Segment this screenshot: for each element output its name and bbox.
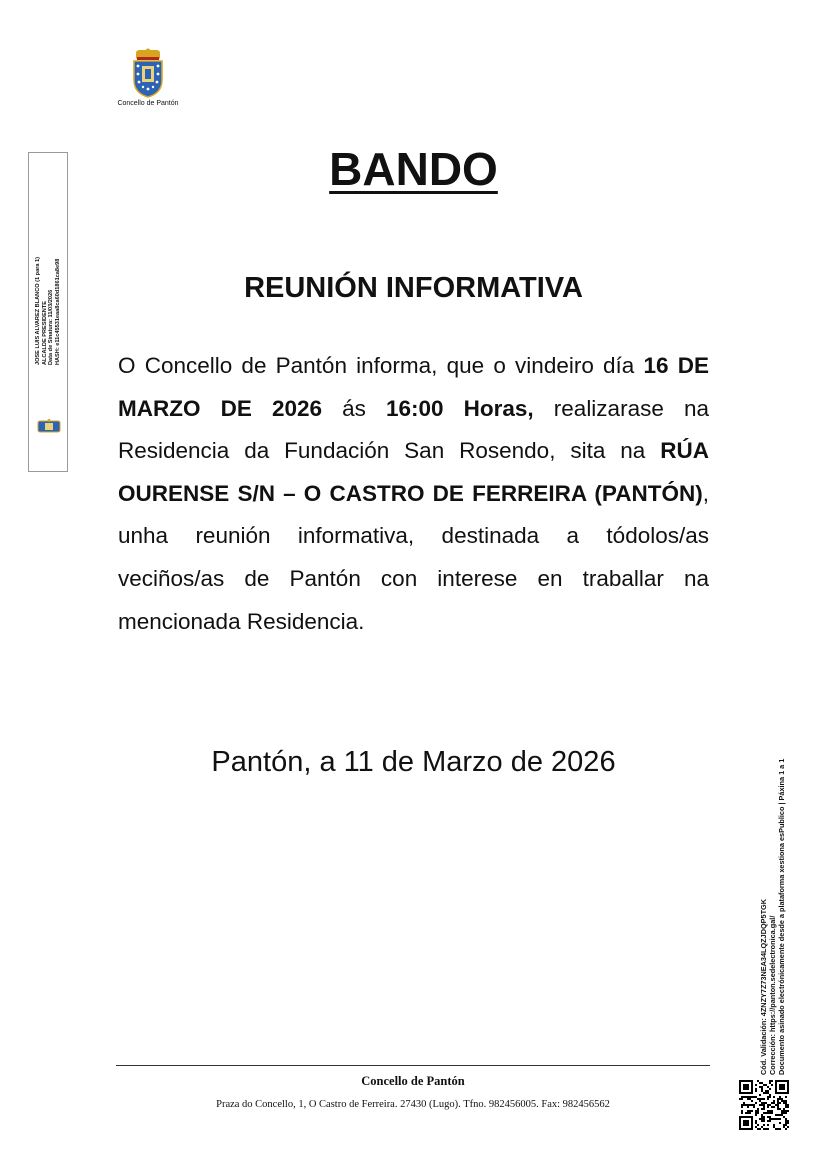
validation-url: Corrección: https://panton.sedelectronica.gal/ <box>768 915 777 1075</box>
body-text-1: O Concello de Pantón informa, que o vindeiro día <box>118 353 644 378</box>
signer-role: ALCALDE PRESIDENTE <box>41 301 48 366</box>
qr-code-icon <box>739 1080 789 1130</box>
signature-seal-icon <box>37 419 61 433</box>
body-text-2: ás <box>322 395 386 421</box>
signature-date: Data de Sinatura: 11/03/2026 <box>48 289 54 366</box>
municipal-logo <box>112 48 184 107</box>
document-title: BANDO <box>329 143 498 195</box>
meeting-date: 16 DE MARZO DE 2026 <box>118 353 709 421</box>
meeting-address: RÚA OURENSE S/N – O CASTRO DE FERREIRA (PANTÓN) <box>118 438 709 506</box>
body-text-3: realizarase na Residencia da Fundación San Rosendo, sita na <box>118 395 709 464</box>
validation-note: Documento asinado electrónicamente desde a plataforma xestiona esPublico | Páxina 1 a 1 <box>777 758 786 1075</box>
footer-org-name: Concello de Pantón <box>361 1074 465 1088</box>
validation-code: Cód. Validación: 4ZNZY7Z73NEA34LQZJDQP5TGK <box>759 899 768 1075</box>
coat-of-arms-icon <box>128 48 168 98</box>
signature-panel <box>28 152 68 472</box>
meeting-time: 16:00 Horas, <box>386 395 534 421</box>
announcement-body <box>118 345 709 643</box>
logo-caption: Concello de Pantón <box>117 100 179 107</box>
footer-divider <box>116 1065 710 1066</box>
signer-name: JOSE LUIS ALVAREZ BLANCO (1 para 1) <box>34 256 41 366</box>
body-text-4: , unha reunión informativa, destinada a tódolos/as veciños/as de Pantón con interese en traballar na mencionada Residencia. <box>118 480 709 634</box>
place-and-date: Pantón, a 11 de Marzo de 2026 <box>211 746 616 778</box>
document-subtitle: REUNIÓN INFORMATIVA <box>244 272 583 304</box>
footer-address: Praza do Concello, 1, O Castro de Ferreira. 27430 (Lugo). Tfno. 982456005. Fax: 982456562 <box>216 1099 610 1110</box>
signature-hash: HASH: e11c45531eaa8ca60d1861ca8e98 <box>54 258 61 366</box>
